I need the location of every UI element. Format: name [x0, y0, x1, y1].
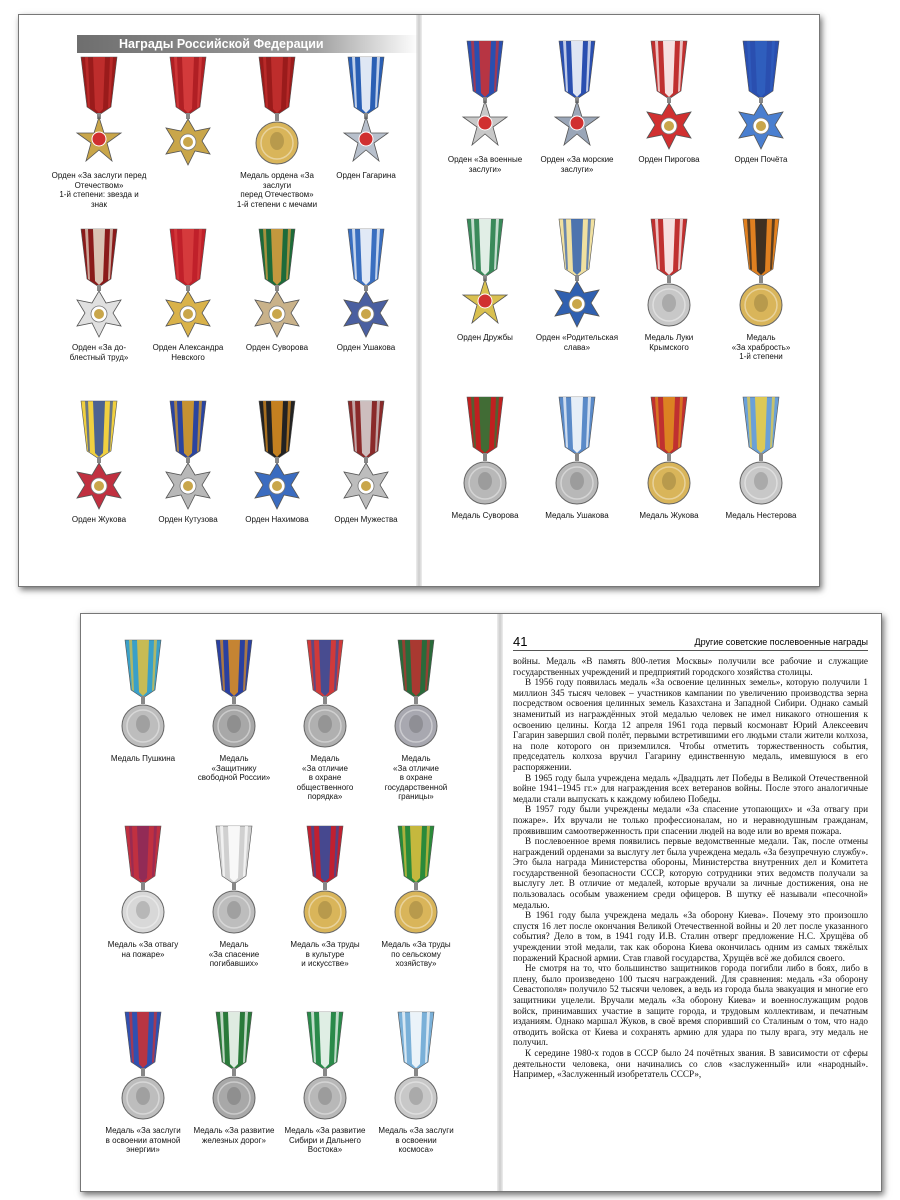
- award-icon: [148, 55, 228, 169]
- award-item: [186, 638, 282, 783]
- award-caption: Орден «За заслуги перед Отечеством» 1-й степени: звезда и знак: [51, 171, 147, 209]
- award-caption: Медаль Жукова: [639, 511, 699, 520]
- award-caption: Орден Гагарина: [336, 171, 396, 180]
- text-paragraph: Не смотря на то, что большинство защитников города погибли либо в боях, либо в плену, было произведено 100 тысяч награждений. Для сравнения: медаль «За оборону Севастополя» получило 52 тысячи человек, а ведь из города была эвакуация и многие его защитники уцелели. Вручали медаль «За оборону Киева» и военнослужащим родов войск, принимавших участие в защите города, и трудовым коллективам, и печатным изданиям. Однако маршал Жуков, в своё время споривший со Сталиным о том, что надо отводить войска от Киева и сохранять армию для удара по тылу врага, эту медаль не получил.: [513, 963, 868, 1048]
- award-item: [529, 395, 625, 521]
- bottom-book-spread: [80, 613, 882, 1192]
- award-icon: [629, 39, 709, 153]
- award-item: [529, 217, 625, 352]
- running-title: Другие советские послевоенные награды: [694, 637, 868, 647]
- page-header: [513, 634, 868, 651]
- award-icon: [194, 1010, 274, 1124]
- award-icon: [326, 227, 406, 341]
- award-item: [140, 399, 236, 525]
- award-caption: Медаль «За развитие Сибири и Дальнего Востока»: [284, 1126, 366, 1154]
- award-item: [368, 824, 464, 969]
- award-icon: [326, 55, 406, 169]
- award-caption: Медаль «За заслуги в освоении атомной энергии»: [105, 1126, 181, 1154]
- award-caption: Медаль «За спасение погибавших»: [208, 940, 260, 968]
- award-item: [368, 638, 464, 802]
- award-item: [51, 399, 147, 525]
- award-icon: [537, 395, 617, 509]
- award-icon: [721, 217, 801, 331]
- award-icon: [629, 395, 709, 509]
- award-item: [229, 227, 325, 353]
- award-icon: [376, 638, 456, 752]
- award-icon: [326, 399, 406, 513]
- award-caption: Медаль «Защитнику свободной России»: [197, 754, 271, 782]
- award-caption: Медаль Пушкина: [110, 754, 176, 763]
- award-item: [51, 227, 147, 362]
- award-icon: [103, 1010, 183, 1124]
- award-icon: [148, 399, 228, 513]
- award-item: [95, 1010, 191, 1155]
- award-caption: Медаль ордена «За заслуги перед Отечеством» 1-й степени с мечами: [236, 171, 318, 209]
- award-item: [51, 55, 147, 209]
- award-icon: [537, 217, 617, 331]
- award-item: [95, 638, 191, 764]
- award-item: [277, 1010, 373, 1155]
- award-icon: [376, 824, 456, 938]
- award-icon: [721, 395, 801, 509]
- award-caption: Медаль Суворова: [451, 511, 519, 520]
- award-caption: Орден Жукова: [71, 515, 127, 524]
- award-icon: [629, 217, 709, 331]
- award-caption: Медаль «За развитие железных дорог»: [193, 1126, 275, 1145]
- award-item: [229, 399, 325, 525]
- award-caption: Медаль «За отвагу на пожаре»: [107, 940, 179, 959]
- award-icon: [59, 399, 139, 513]
- award-item: [318, 227, 414, 353]
- award-caption: Орден Ушакова: [336, 343, 396, 352]
- section-title: Награды Российской Федерации: [77, 35, 419, 53]
- text-paragraph: В 1956 году появилась медаль «За освоение целинных земель», которую получили 1 миллион 345 тысяч человек – участников кампании по увеличению производства зерна посредством освоения целинных земель Казахстана и Западной Сибири. Однако самый знаменитый из награждённых этой медалью человек не имел никакого отношения к освоению целины. Когда 12 апреля 1961 года первый космонавт Юрий Алексеевич Гагарин завершил свой полёт, первыми встретившими его людьми стали жители колхоза, на поле которого он приземлился. Чтобы отметить торжественность события, председатель колхоза вручил Гагарину единственную медаль, имевшуюся в его распоряжении.: [513, 677, 868, 772]
- award-caption: Медаль Ушакова: [545, 511, 609, 520]
- page-number: 41: [513, 634, 528, 649]
- award-icon: [721, 39, 801, 153]
- award-caption: Орден «За военные заслуги»: [447, 155, 523, 174]
- award-item: [318, 55, 414, 181]
- award-caption: Орден «За морские заслуги»: [540, 155, 614, 174]
- award-item: [621, 217, 717, 352]
- award-item: [95, 824, 191, 959]
- award-item: [186, 1010, 282, 1145]
- award-item: [529, 39, 625, 174]
- award-icon: [103, 824, 183, 938]
- award-item: [368, 1010, 464, 1155]
- top-book-spread: [18, 14, 820, 587]
- award-icon: [59, 55, 139, 169]
- gutter: [416, 15, 422, 586]
- award-icon: [148, 227, 228, 341]
- award-item: [277, 824, 373, 969]
- award-icon: [445, 217, 525, 331]
- award-item: [229, 55, 325, 209]
- award-item: [437, 217, 533, 343]
- award-item: [437, 395, 533, 521]
- award-caption: Медаль «За храбрость» 1-й степени: [731, 333, 791, 361]
- award-icon: [285, 1010, 365, 1124]
- award-icon: [194, 638, 274, 752]
- award-icon: [194, 824, 274, 938]
- award-item: [277, 638, 373, 802]
- award-caption: Медаль «За труды в культуре и искусстве»: [290, 940, 360, 968]
- award-item: [621, 395, 717, 521]
- award-icon: [445, 395, 525, 509]
- award-caption: Орден Мужества: [334, 515, 398, 524]
- award-icon: [376, 1010, 456, 1124]
- award-caption: Орден Суворова: [245, 343, 309, 352]
- award-caption: Орден Дружбы: [457, 333, 513, 342]
- award-icon: [285, 638, 365, 752]
- award-item: [186, 824, 282, 969]
- award-icon: [285, 824, 365, 938]
- text-paragraph: В 1961 году была учреждена медаль «За оборону Киева». Почему это произошло спустя 16 лет после окончания Великой Отечественной войны и 20 лет после указанного события? Дело в том, в 1941 году И.В. Сталин отверг предложение Н.С. Хрущёва об учреждении этой медали, так как оборона Киева окончилась одним из самых тяжёлых поражений Красной армии. Став главой государства, Хрущёв всё же добился своего.: [513, 910, 868, 963]
- award-item: [318, 399, 414, 525]
- award-icon: [237, 55, 317, 169]
- award-item: [140, 55, 236, 171]
- award-item: [621, 39, 717, 165]
- award-item: [140, 227, 236, 362]
- award-icon: [237, 227, 317, 341]
- award-caption: Медаль «За труды по сельскому хозяйству»: [381, 940, 451, 968]
- award-icon: [537, 39, 617, 153]
- award-item: [713, 395, 809, 521]
- award-caption: Медаль Луки Крымского: [644, 333, 694, 352]
- text-paragraph: В послевоенное время появились первые ведомственные медали. Так, после отмены награждений орденами за выслугу лет была учреждена медаль «За безупречную службу». Это была награда Министерства обороны, Министерства внутренних дел и Комитета государственной безопасности СССР, которую сотрудники этих ведомств получали за выслугу лет. В отличие от медалей, которые вручали за личные достижения, она не пользовалась особым уважением среди офицеров. В шутку её называли «песочной» медалью.: [513, 836, 868, 910]
- award-caption: Орден Нахимова: [245, 515, 309, 524]
- award-item: [713, 39, 809, 165]
- body-text: [513, 656, 868, 1080]
- gutter: [497, 614, 503, 1191]
- text-paragraph: войны. Медаль «В память 800-летия Москвы» получили все рабочие и служащие государственных учреждений и предприятий городского хозяйства столицы.: [513, 656, 868, 677]
- award-icon: [237, 399, 317, 513]
- award-caption: Орден Александра Невского: [152, 343, 224, 362]
- award-item: [437, 39, 533, 174]
- award-item: [713, 217, 809, 362]
- award-caption: Орден «За до- блестный труд»: [69, 343, 129, 362]
- text-paragraph: В 1965 году была учреждена медаль «Двадцать лет Победы в Великой Отечественной войне 1941–1945 гг.» для награждения всех ветеранов войны. После этого аналогичные медали стали выпускать к каждому юбилею Победы.: [513, 772, 868, 804]
- award-caption: Орден «Родительская слава»: [535, 333, 619, 352]
- award-caption: Орден Кутузова: [158, 515, 218, 524]
- award-caption: Медаль «За заслуги в освоении космоса»: [378, 1126, 454, 1154]
- award-caption: Медаль «За отличие в охране общественного порядка»: [296, 754, 354, 801]
- text-paragraph: К середине 1980-х годов в СССР было 24 почётных звания. В зависимости от сферы деятельности человека, они начинались со слов «заслуженный» или «народный». Например, «Заслуженный изобретатель СССР»,: [513, 1047, 868, 1080]
- award-icon: [103, 638, 183, 752]
- award-icon: [445, 39, 525, 153]
- award-caption: Орден Пирогова: [638, 155, 700, 164]
- award-caption: Орден Почёта: [734, 155, 788, 164]
- text-paragraph: В 1957 году были учреждены медали «За спасение утопающих» и «За отвагу при пожаре». Их вручали не только профессионалам, но и неравнодушным гражданам, проявившим самоотверженность при спасении людей на воде или во время пожара.: [513, 804, 868, 836]
- award-caption: Медаль «За отличие в охране государственной границы»: [384, 754, 448, 801]
- award-caption: Медаль Нестерова: [725, 511, 797, 520]
- award-icon: [59, 227, 139, 341]
